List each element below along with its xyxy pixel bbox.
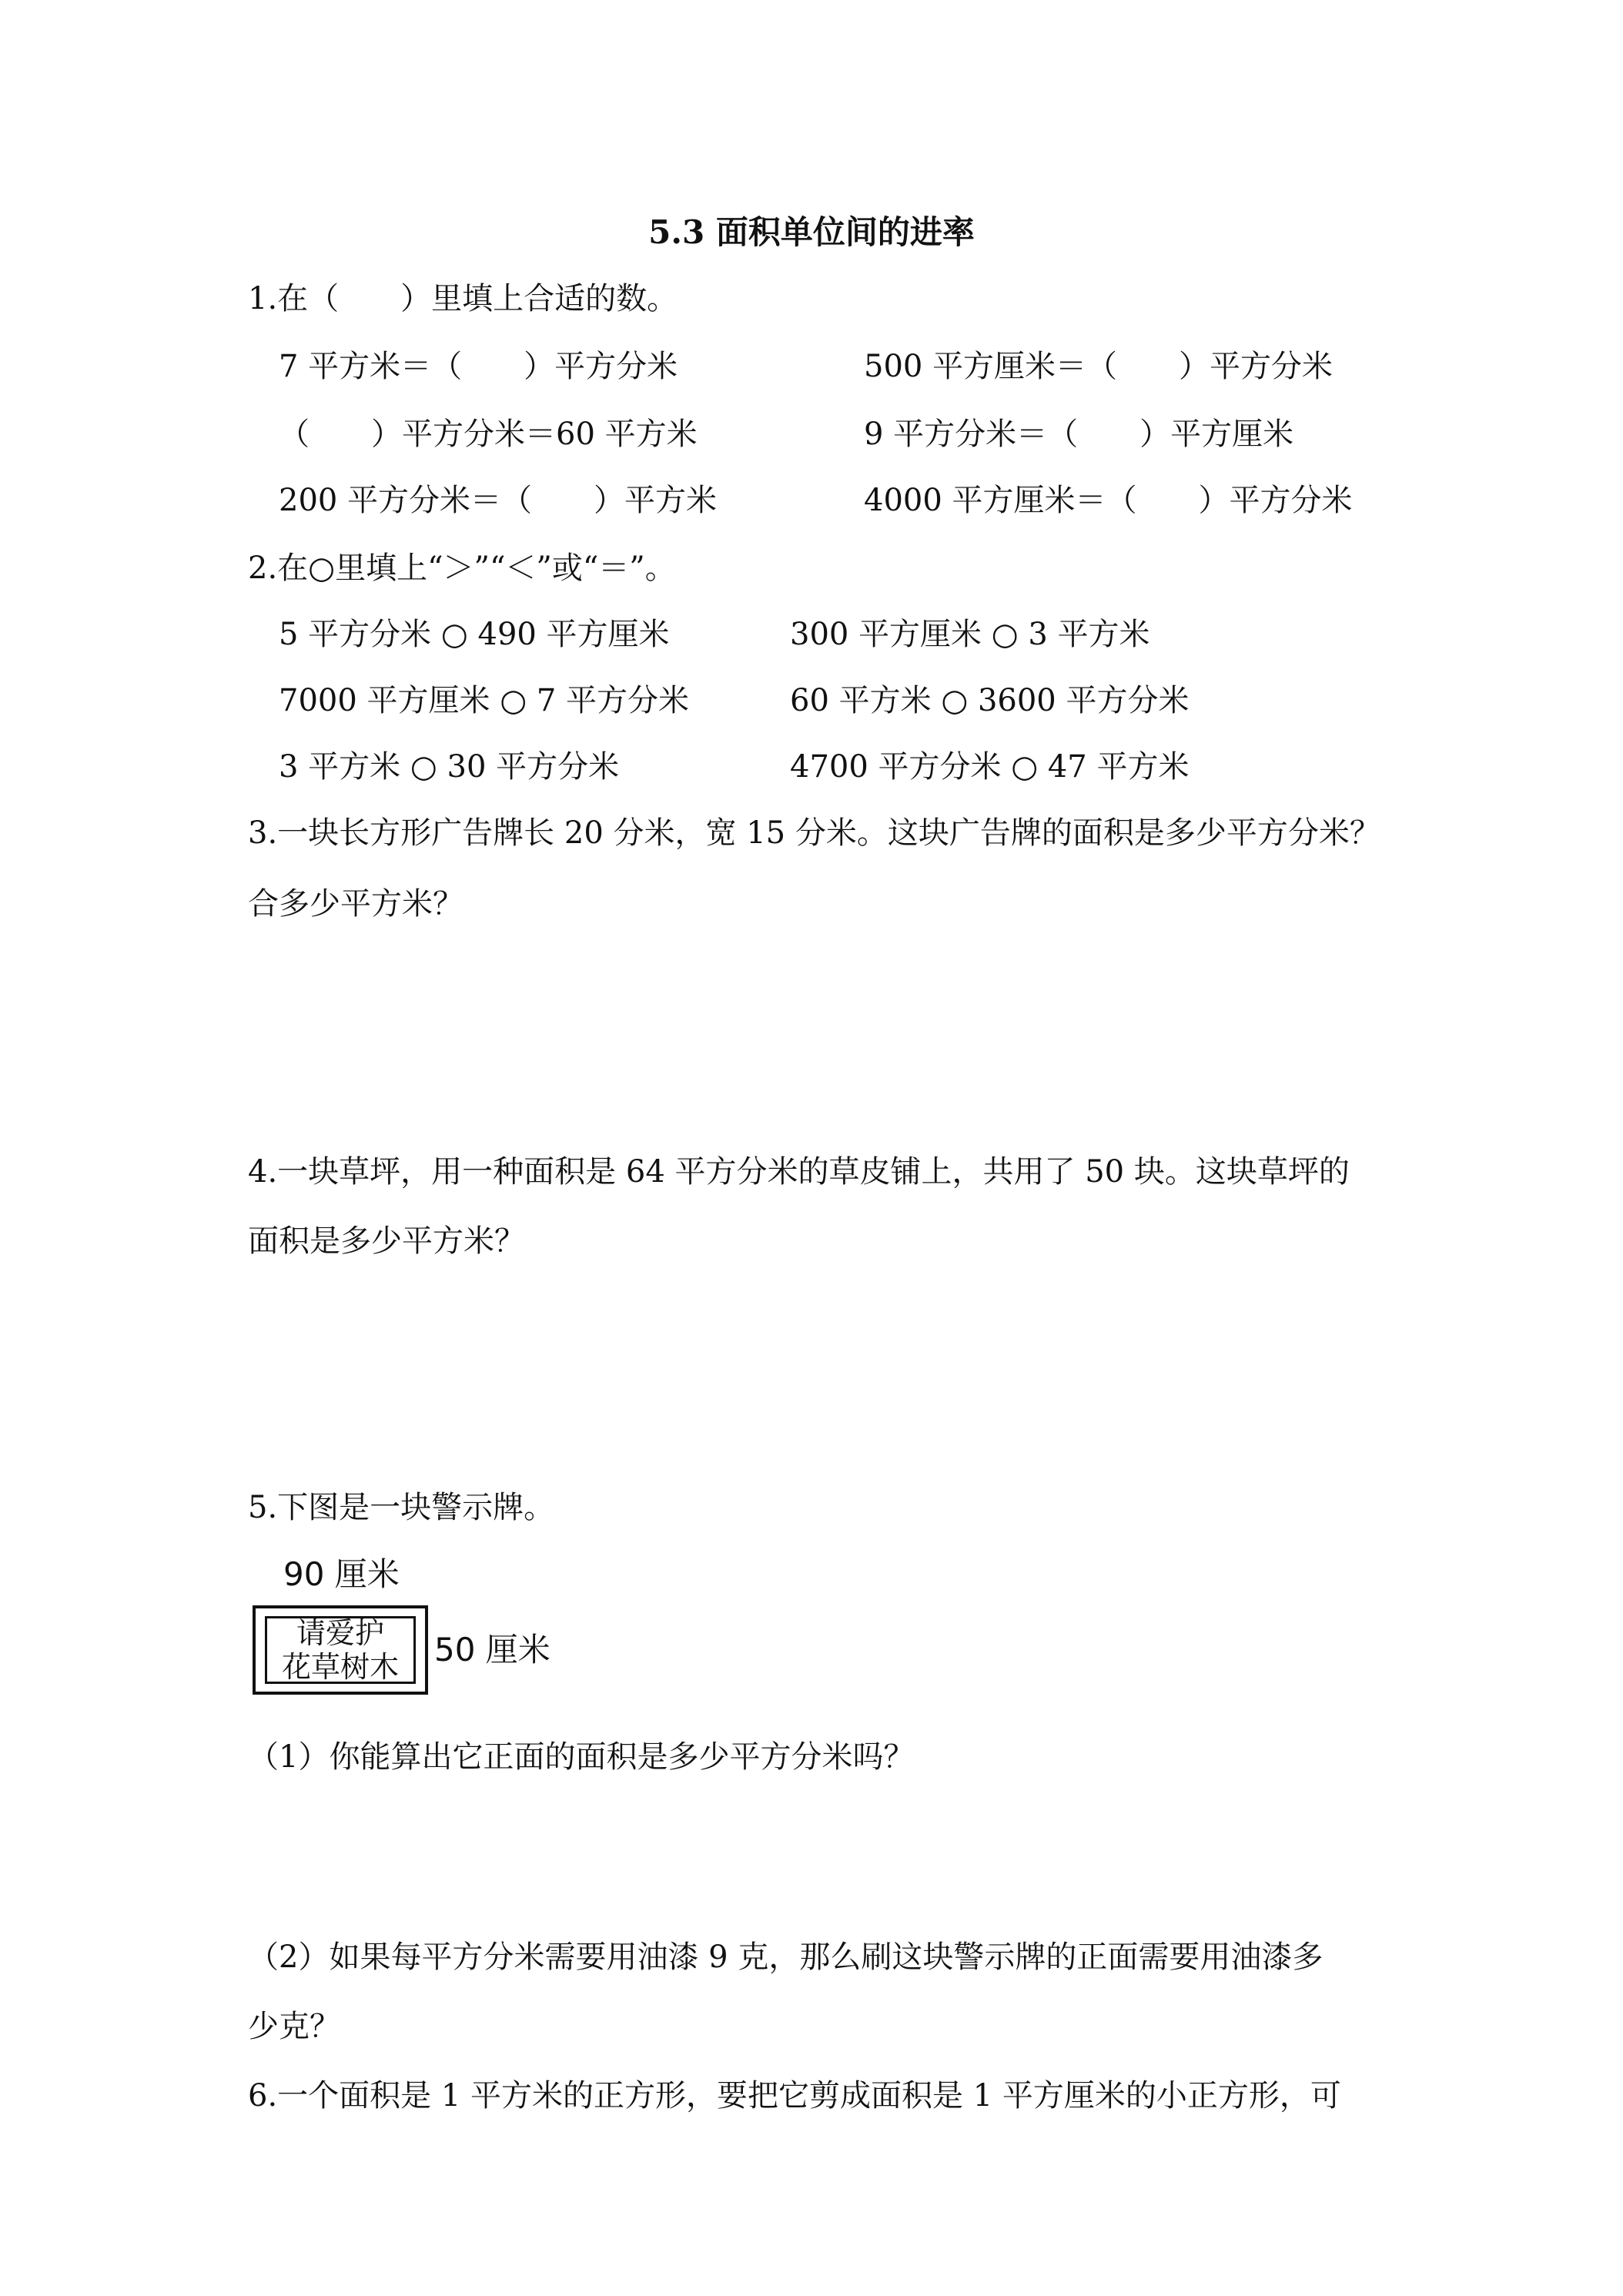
sign-height-label: 50 厘米 — [434, 1631, 550, 1668]
sign-text-line-2: 花草树木 — [281, 1650, 399, 1684]
q1-item-6: 4000 平方厘米＝（ ）平方分米 — [864, 483, 1353, 518]
q3-line-1: 3.一块长方形广告牌长 20 分米，宽 15 分米。这块广告牌的面积是多少平方分米？ — [248, 815, 1380, 851]
q3-line-2: 合多少平方米？ — [248, 886, 463, 922]
q2-item-3: 7000 平方厘米 ○ 7 平方分米 — [279, 683, 690, 718]
q5-sub-2-line-1: （2）如果每平方分米需要用油漆 9 克，那么刷这块警示牌的正面需要用油漆多 — [248, 1940, 1323, 1975]
warning-sign-inner-frame — [265, 1616, 416, 1684]
q5-sub-1: （1）你能算出它正面的面积是多少平方分米吗？ — [248, 1739, 915, 1775]
q5-prompt: 5.下图是一块警示牌。 — [248, 1490, 555, 1525]
q1-item-2: 500 平方厘米＝（ ）平方分米 — [864, 349, 1334, 384]
q4-line-1: 4.一块草坪，用一种面积是 64 平方分米的草皮铺上，共用了 50 块。这块草坪的 — [248, 1154, 1350, 1190]
q2-prompt: 2.在○里填上“＞”“＜”或“＝”。 — [248, 551, 676, 586]
q2-item-1: 5 平方分米 ○ 490 平方厘米 — [279, 617, 670, 652]
q2-item-4: 60 平方米 ○ 3600 平方分米 — [790, 683, 1190, 718]
q1-item-4: 9 平方分米＝（ ）平方厘米 — [864, 417, 1294, 452]
q1-item-3: （ ）平方分米＝60 平方米 — [279, 417, 698, 452]
sign-text-line-1: 请爱护 — [296, 1616, 384, 1650]
q1-item-5: 200 平方分米＝（ ）平方米 — [279, 483, 718, 518]
sign-width-label: 90 厘米 — [283, 1555, 400, 1593]
q2-item-5: 3 平方米 ○ 30 平方分米 — [279, 749, 620, 785]
q4-line-2: 面积是多少平方米？ — [248, 1223, 525, 1259]
page-title: 5.3 面积单位间的进率 — [648, 213, 975, 251]
q2-item-6: 4700 平方分米 ○ 47 平方米 — [790, 749, 1190, 785]
q2-item-2: 300 平方厘米 ○ 3 平方米 — [790, 617, 1150, 652]
warning-sign — [253, 1605, 428, 1695]
q1-prompt: 1.在（ ）里填上合适的数。 — [248, 281, 678, 316]
q1-item-1: 7 平方米＝（ ）平方分米 — [279, 349, 678, 384]
q6-line-1: 6.一个面积是 1 平方米的正方形，要把它剪成面积是 1 平方厘米的小正方形，可 — [248, 2078, 1341, 2114]
q5-sub-2-line-2: 少克？ — [248, 2009, 340, 2044]
